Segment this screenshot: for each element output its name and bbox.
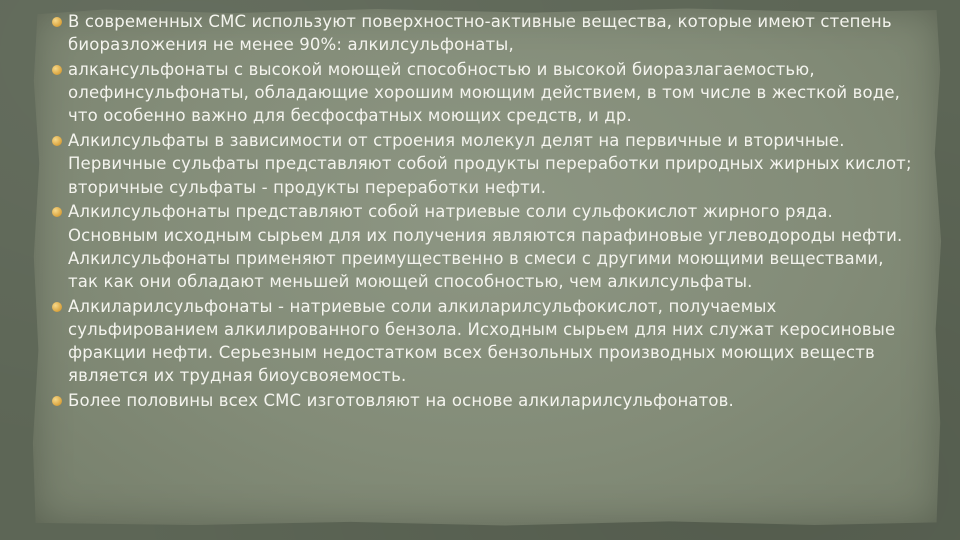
round-bullet-icon [52, 136, 62, 146]
bullet-text: В современных СМС используют поверхностно-активные вещества, которые имеют степень биоразложения не менее 90%: алкилсульфонаты, [68, 12, 892, 55]
bullet-text: Алкилсульфонаты представляют собой натриевые соли сульфокислот жирного ряда. Основным исходным сырьем для их получения являются парафиновые углеводороды нефти. Алкилсульфонаты применяют преимущественно в смеси с другими моющими веществами, так как они обладают меньшей моющей способностью, чем алкилсульфаты. [68, 202, 903, 292]
bullet-text: Алкилсульфаты в зависимости от строения молекул делят на первичные и вторичные. Первичные сульфаты представляют собой продукты переработки природных жирных кислот; вторичные сульфаты - продукты переработки нефти. [68, 131, 912, 197]
round-bullet-icon [52, 396, 62, 406]
bullet-item [52, 129, 912, 199]
round-bullet-icon [52, 207, 62, 217]
round-bullet-icon [52, 17, 62, 27]
bullet-text: Более половины всех СМС изготовляют на основе алкиларилсульфонатов. [68, 391, 734, 411]
bullet-list [52, 10, 912, 414]
bullet-text: алкансульфонаты с высокой моющей способностью и высокой биоразлагаемостью, олефинсульфонаты, обладающие хорошим моющим действием, в том числе в жесткой воде, что особенно важно для бесфосфатных моющих средств, и др. [68, 60, 901, 126]
bullet-item [52, 58, 912, 128]
bullet-item [52, 295, 912, 388]
bullet-item [52, 200, 912, 293]
bullet-text: Алкиларилсульфонаты - натриевые соли алкиларилсульфокислот, получаемых сульфированием алкилированного бензола. Исходным сырьем для них служат керосиновые фракции нефти. Серьезным недостатком всех бензольных производных моющих веществ является их трудная биоусвояемость. [68, 296, 896, 386]
round-bullet-icon [52, 302, 62, 312]
bullet-item [52, 389, 912, 412]
bullet-item [52, 10, 912, 56]
round-bullet-icon [52, 65, 62, 75]
